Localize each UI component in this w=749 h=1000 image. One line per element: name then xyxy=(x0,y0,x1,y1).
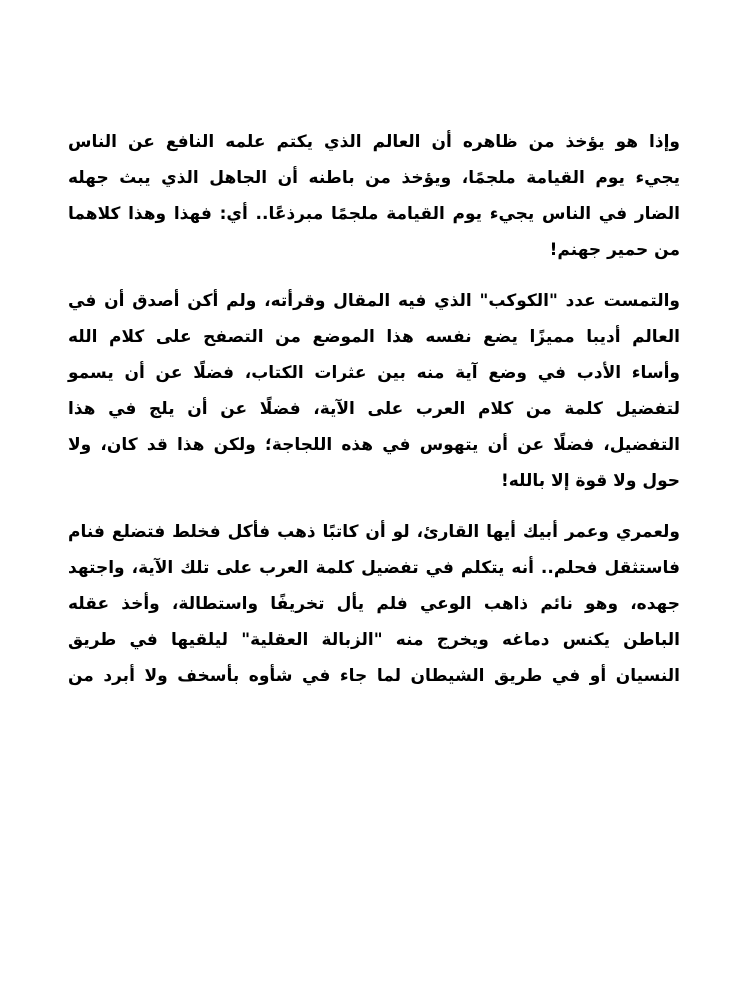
text-line: وإذا هو يؤخذ من ظاهره أن العالم الذي يكتم علمه النافع عن الناس xyxy=(68,132,680,152)
paragraph-1 xyxy=(68,124,680,268)
text-line: لتفضيل كلمة من كلام العرب على الآية، فضلًا عن أن يلج في هذا xyxy=(68,399,680,419)
text-line: ولعمري وعمر أبيك أيها القارئ، لو أن كاتبًا ذهب فأكل فخلط فتضلع فنام xyxy=(68,522,680,542)
paragraph-3 xyxy=(68,514,680,694)
text-line: حول ولا قوة إلا بالله! xyxy=(500,471,680,491)
text-line: يجيء يوم القيامة ملجمًا، ويؤخذ من باطنه أن الجاهل الذي يبث جهله xyxy=(68,168,680,188)
text-line: الضار في الناس يجيء يوم القيامة ملجمًا مبرذعًا.. أي: فهذا وهذا كلاهما xyxy=(68,204,680,224)
text-line: التفضيل، فضلًا عن أن يتهوس في هذه اللجاجة؛ ولكن هذا قد كان، ولا xyxy=(68,435,680,455)
text-line: الباطن يكنس دماغه ويخرج منه "الزبالة العقلية" ليلقيها في طريق xyxy=(68,630,680,650)
document-body xyxy=(68,124,680,694)
text-line: وأساء الأدب في وضع آية منه بين عثرات الكتاب، فضلًا عن أن يسمو xyxy=(68,363,680,383)
text-line: فاستثقل فحلم.. أنه يتكلم في تفضيل كلمة العرب على تلك الآية، واجتهد xyxy=(68,558,680,578)
text-line: والتمست عدد "الكوكب" الذي فيه المقال وقرأته، ولم أكن أصدق أن في xyxy=(68,291,680,311)
text-line: العالم أديبا مميزًا يضع نفسه هذا الموضع من التصفح على كلام الله xyxy=(68,327,680,347)
paragraph-2 xyxy=(68,283,680,499)
text-line: جهده، وهو نائم ذاهب الوعي فلم يأل تخريفًا واستطالة، وأخذ عقله xyxy=(68,594,680,614)
text-line: من حمير جهنم! xyxy=(549,240,680,260)
text-line: النسيان أو في طريق الشيطان لما جاء في شأوه بأسخف ولا أبرد من xyxy=(68,666,680,686)
